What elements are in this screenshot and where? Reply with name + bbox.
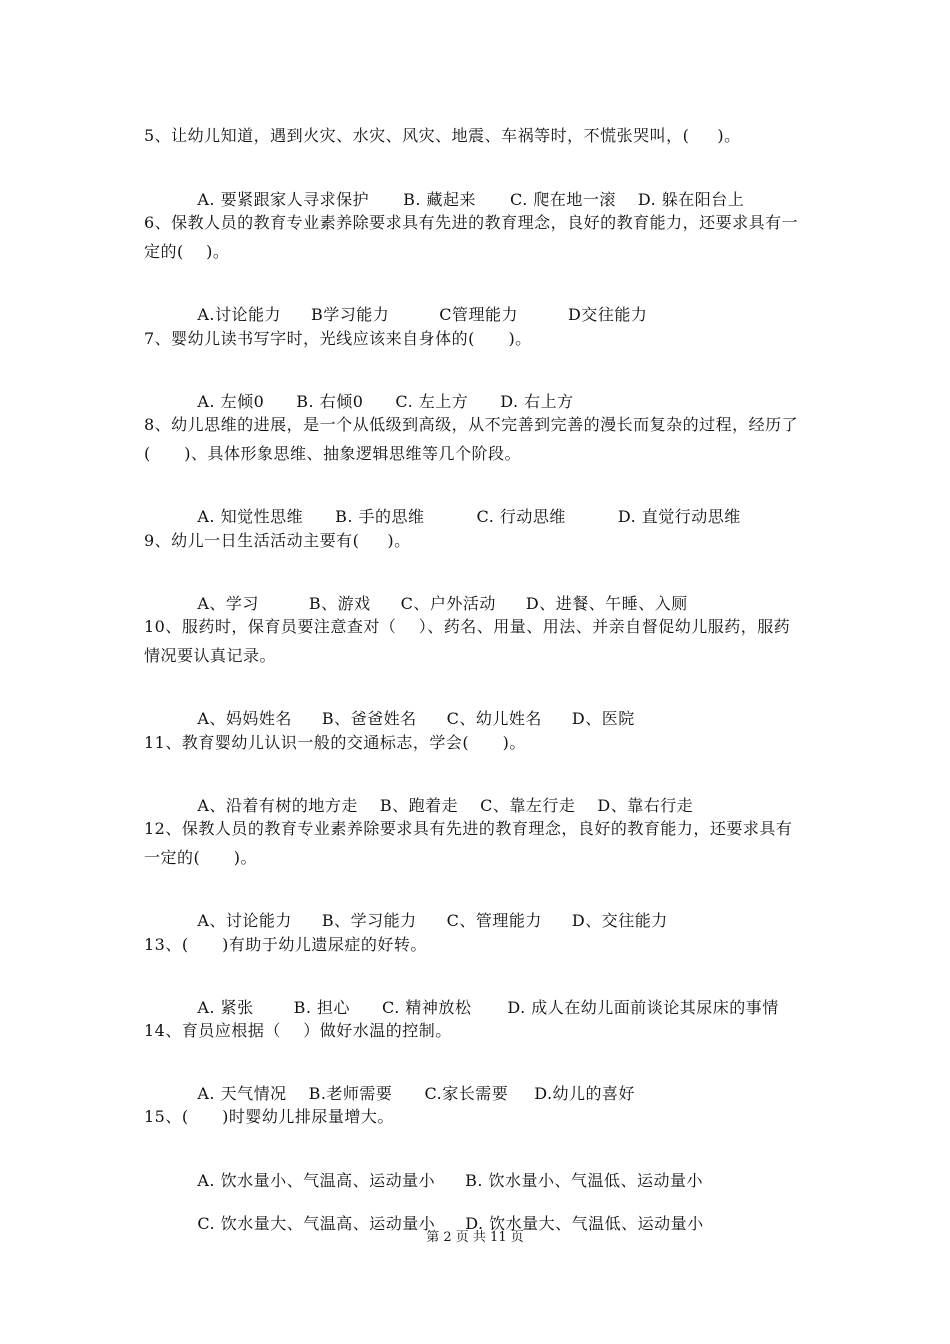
- option-d: D. 躲在阳台上: [637, 190, 745, 209]
- option-b: B、游戏: [308, 594, 371, 613]
- option-c: C. 爬在地一滚: [510, 190, 616, 209]
- option-b: B. 右倾0: [296, 392, 364, 411]
- option-a: A. 知觉性思维: [197, 507, 304, 526]
- option-d: D交往能力: [568, 305, 648, 324]
- question-6-stem-line-2: 定的( )。: [144, 242, 230, 261]
- option-a: A、沿着有树的地方走: [197, 796, 358, 815]
- question-6-stem-line-1: 6、保教人员的教育专业素养除要求具有先进的教育理念，良好的教育能力，还要求具有一: [144, 213, 799, 232]
- question-13-stem: 13、( )有助于幼儿遗尿症的好转。: [144, 935, 427, 954]
- question-8-stem-line-1: 8、幼儿思维的进展，是一个从低级到高级，从不完善到完善的漫长而复杂的过程，经历了: [144, 415, 799, 434]
- option-a: A、讨论能力: [197, 911, 292, 930]
- option-d: D. 右上方: [500, 392, 574, 411]
- option-a: A.讨论能力: [197, 305, 281, 324]
- question-14-stem: 14、育员应根据（ ）做好水温的控制。: [144, 1021, 452, 1040]
- option-d: D.幼儿的喜好: [534, 1084, 636, 1103]
- option-d: D. 直觉行动思维: [617, 507, 741, 526]
- option-c: C. 精神放松: [382, 998, 472, 1017]
- question-9-stem: 9、幼儿一日生活活动主要有( )。: [144, 531, 411, 550]
- option-c: C.家长需要: [424, 1084, 509, 1103]
- option-d: D、靠右行走: [597, 796, 694, 815]
- option-c: C. 行动思维: [476, 507, 566, 526]
- option-c: C. 左上方: [395, 392, 469, 411]
- option-c: C、管理能力: [446, 911, 542, 930]
- option-d: D、医院: [571, 709, 635, 728]
- option-a: A. 左倾0: [197, 392, 265, 411]
- option-c: C、幼儿姓名: [446, 709, 542, 728]
- option-c: C、户外活动: [400, 594, 496, 613]
- question-8-stem-line-2: ( )、具体形象思维、抽象逻辑思维等几个阶段。: [144, 444, 522, 463]
- option-a: A. 天气情况: [197, 1084, 287, 1103]
- option-a: A、妈妈姓名: [197, 709, 292, 728]
- option-b: B、爸爸姓名: [321, 709, 417, 728]
- question-5-stem: 5、让幼儿知道，遇到火灾、水灾、风灾、地震、车祸等时，不慌张哭叫，( )。: [144, 126, 741, 145]
- option-b: B学习能力: [311, 305, 390, 324]
- option-b: B、跑着走: [379, 796, 459, 815]
- option-c: C、靠左行走: [480, 796, 576, 815]
- option-b: B.老师需要: [308, 1084, 393, 1103]
- option-a: A. 紧张: [197, 998, 254, 1017]
- option-a: A、学习: [197, 594, 259, 613]
- option-d: D、交往能力: [571, 911, 668, 930]
- option-b: B. 饮水量小、气温低、运动量小: [465, 1171, 704, 1190]
- option-d: D. 成人在幼儿面前谈论其尿床的事情: [507, 998, 779, 1017]
- question-12-stem-line-2: 一定的( )。: [144, 848, 258, 867]
- question-12-stem-line-1: 12、保教人员的教育专业素养除要求具有先进的教育理念，良好的教育能力，还要求具有: [144, 819, 793, 838]
- page-footer: 第 2 页 共 11 页: [426, 1230, 524, 1245]
- option-c: C管理能力: [439, 305, 519, 324]
- question-7-stem: 7、婴幼儿读书写字时，光线应该来自身体的( )。: [144, 329, 532, 348]
- question-11-stem: 11、教育婴幼儿认识一般的交通标志，学会( )。: [144, 733, 526, 752]
- option-d: D. 饮水量大、气温低、运动量小: [465, 1214, 704, 1233]
- question-10-stem-line-1: 10、服药时，保育员要注意查对（ ）、药名、用量、用法、并亲自督促幼儿服药，服药: [144, 617, 791, 636]
- option-a: A. 要紧跟家人寻求保护: [197, 190, 370, 209]
- option-b: B. 担心: [293, 998, 351, 1017]
- option-b: B. 藏起来: [403, 190, 477, 209]
- option-b: B、学习能力: [321, 911, 417, 930]
- question-15-stem: 15、( )时婴幼儿排尿量增大。: [144, 1107, 394, 1126]
- option-c: C. 饮水量大、气温高、运动量小: [197, 1214, 436, 1233]
- option-b: B. 手的思维: [335, 507, 425, 526]
- option-d: D、进餐、午睡、入厕: [525, 594, 688, 613]
- question-10-stem-line-2: 情况要认真记录。: [144, 646, 277, 665]
- option-a: A. 饮水量小、气温高、运动量小: [197, 1171, 436, 1190]
